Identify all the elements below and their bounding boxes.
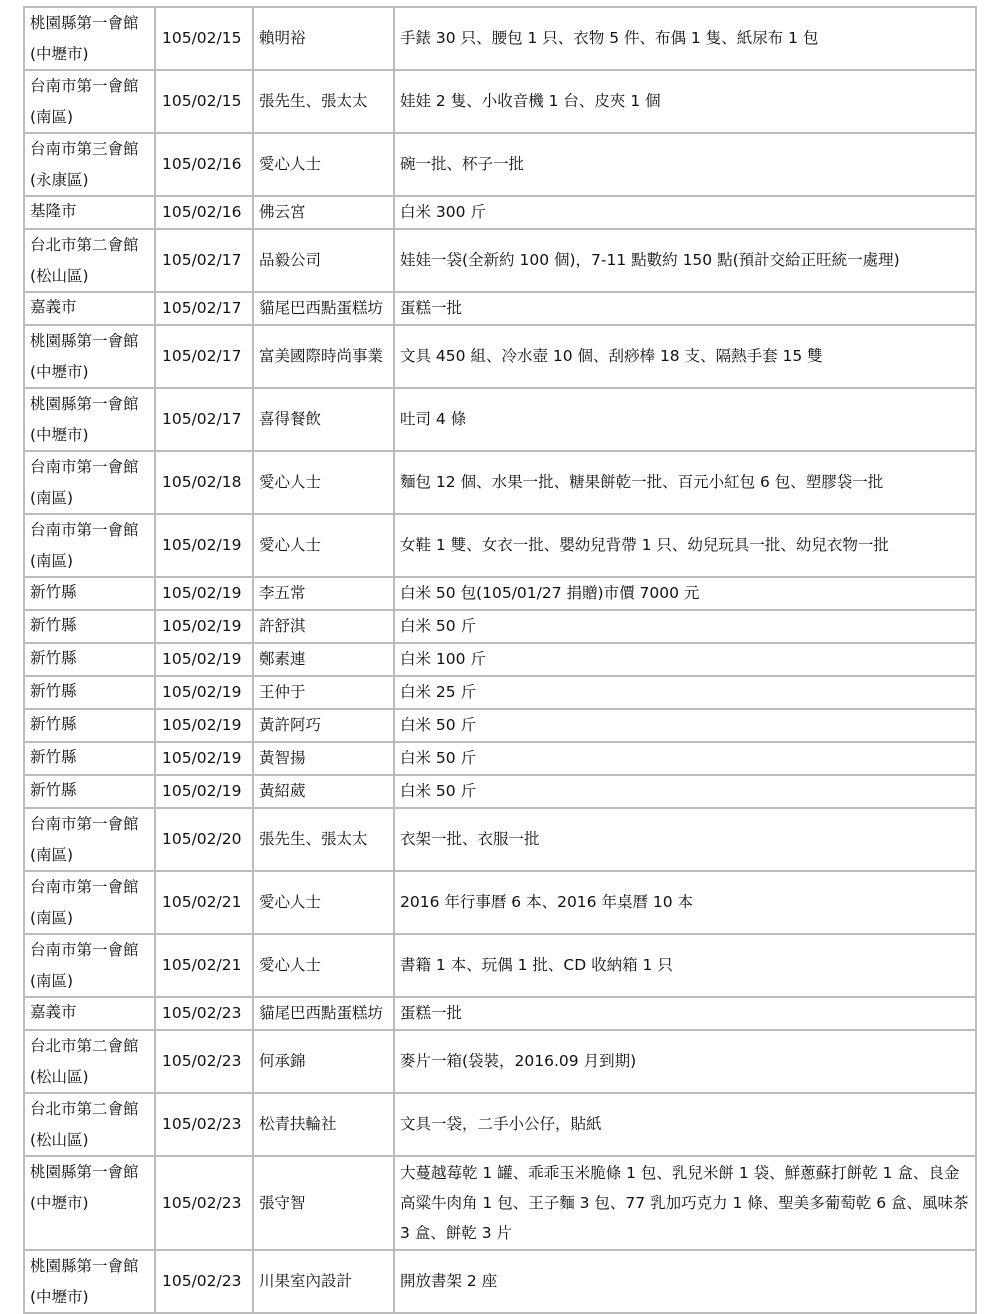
date-cell: 105/02/17 — [155, 325, 253, 388]
donation-record-sheet — [23, 6, 977, 1314]
items-cell: 手錶 30 只、腰包 1 只、衣物 5 件、布偶 1 隻、紙尿布 1 包 — [394, 7, 976, 70]
venue-name: 新竹縣 — [30, 649, 77, 667]
donor-cell: 愛心人士 — [253, 514, 394, 577]
venue-name: 台南市第三會館 — [30, 140, 139, 158]
table-row — [24, 709, 976, 742]
venue-district: (中壢市) — [30, 362, 89, 381]
venue-cell — [24, 1093, 155, 1156]
donor-cell: 黃智揚 — [253, 742, 394, 775]
donor-cell: 張守智 — [253, 1156, 394, 1250]
table-row — [24, 775, 976, 808]
venue-cell — [24, 997, 155, 1030]
venue-name: 新竹縣 — [30, 715, 77, 733]
date-cell: 105/02/20 — [155, 808, 253, 871]
venue-name: 新竹縣 — [30, 682, 77, 700]
venue-cell — [24, 292, 155, 325]
venue-name: 台南市第一會館 — [30, 458, 139, 476]
table-row — [24, 70, 976, 133]
table-row — [24, 934, 976, 997]
table-row — [24, 514, 976, 577]
table-row — [24, 1030, 976, 1093]
donor-cell: 王仲于 — [253, 676, 394, 709]
date-cell: 105/02/17 — [155, 292, 253, 325]
donor-cell: 鄭素連 — [253, 643, 394, 676]
table-row — [24, 292, 976, 325]
date-cell: 105/02/18 — [155, 451, 253, 514]
items-cell: 吐司 4 條 — [394, 388, 976, 451]
table-row — [24, 325, 976, 388]
venue-cell — [24, 577, 155, 610]
donor-cell: 富美國際時尚事業 — [253, 325, 394, 388]
donor-cell: 李五常 — [253, 577, 394, 610]
venue-district: (松山區) — [30, 1130, 89, 1149]
venue-name: 新竹縣 — [30, 616, 77, 634]
items-cell: 開放書架 2 座 — [394, 1250, 976, 1313]
items-cell: 蛋糕一批 — [394, 292, 976, 325]
venue-district: (南區) — [30, 551, 74, 570]
venue-cell — [24, 934, 155, 997]
table-row — [24, 742, 976, 775]
items-cell: 書籍 1 本、玩偶 1 批、CD 收納箱 1 只 — [394, 934, 976, 997]
date-cell: 105/02/23 — [155, 1156, 253, 1250]
donation-table-body — [24, 7, 976, 1313]
venue-cell — [24, 325, 155, 388]
venue-cell — [24, 388, 155, 451]
donor-cell: 何承錦 — [253, 1030, 394, 1093]
venue-name: 嘉義市 — [30, 298, 77, 316]
items-cell: 白米 50 斤 — [394, 775, 976, 808]
items-cell: 文具一袋，二手小公仔，貼紙 — [394, 1093, 976, 1156]
date-cell: 105/02/19 — [155, 709, 253, 742]
table-row — [24, 610, 976, 643]
items-cell: 白米 50 包(105/01/27 捐贈)市價 7000 元 — [394, 577, 976, 610]
venue-name: 台南市第一會館 — [30, 77, 139, 95]
donor-cell: 張先生、張太太 — [253, 808, 394, 871]
table-row — [24, 7, 976, 70]
items-cell: 麵包 12 個、水果一批、糖果餅乾一批、百元小紅包 6 包、塑膠袋一批 — [394, 451, 976, 514]
venue-name: 桃園縣第一會館 — [30, 1163, 139, 1181]
venue-name: 台南市第一會館 — [30, 521, 139, 539]
donor-cell: 貓尾巴西點蛋糕坊 — [253, 997, 394, 1030]
table-row — [24, 229, 976, 292]
venue-name: 桃園縣第一會館 — [30, 14, 139, 32]
date-cell: 105/02/17 — [155, 229, 253, 292]
items-cell: 大蔓越莓乾 1 罐、乖乖玉米脆條 1 包、乳兒米餅 1 袋、鮮蔥蘇打餅乾 1 盒、良金高粱牛肉角 1 包、王子麵 3 包、77 乳加巧克力 1 條、聖美多葡萄乾 6 盒、風味茶 3 盒、餅乾 3 片 — [394, 1156, 976, 1250]
venue-name: 新竹縣 — [30, 781, 77, 799]
donation-table — [23, 6, 977, 1314]
venue-name: 台南市第一會館 — [30, 878, 139, 896]
venue-name: 基隆市 — [30, 202, 77, 220]
venue-cell — [24, 70, 155, 133]
items-cell: 娃娃一袋(全新約 100 個)，7-11 點數約 150 點(預計交給正旺統一處理) — [394, 229, 976, 292]
venue-district: (中壢市) — [30, 1287, 89, 1306]
venue-name: 台南市第一會館 — [30, 941, 139, 959]
venue-district: (松山區) — [30, 266, 89, 285]
venue-cell — [24, 451, 155, 514]
donor-cell: 許舒淇 — [253, 610, 394, 643]
venue-district: (南區) — [30, 845, 74, 864]
date-cell: 105/02/19 — [155, 514, 253, 577]
items-cell: 蛋糕一批 — [394, 997, 976, 1030]
table-row — [24, 1093, 976, 1156]
date-cell: 105/02/23 — [155, 997, 253, 1030]
date-cell: 105/02/21 — [155, 934, 253, 997]
date-cell: 105/02/23 — [155, 1093, 253, 1156]
venue-cell — [24, 133, 155, 196]
date-cell: 105/02/23 — [155, 1030, 253, 1093]
venue-cell — [24, 196, 155, 229]
venue-name: 嘉義市 — [30, 1003, 77, 1021]
table-row — [24, 388, 976, 451]
donor-cell: 貓尾巴西點蛋糕坊 — [253, 292, 394, 325]
items-cell: 白米 50 斤 — [394, 709, 976, 742]
table-row — [24, 871, 976, 934]
venue-name: 台北市第二會館 — [30, 1037, 139, 1055]
items-cell: 衣架一批、衣服一批 — [394, 808, 976, 871]
date-cell: 105/02/19 — [155, 742, 253, 775]
items-cell: 娃娃 2 隻、小收音機 1 台、皮夾 1 個 — [394, 70, 976, 133]
date-cell: 105/02/19 — [155, 775, 253, 808]
items-cell: 2016 年行事曆 6 本、2016 年桌曆 10 本 — [394, 871, 976, 934]
items-cell: 白米 100 斤 — [394, 643, 976, 676]
donor-cell: 喜得餐飲 — [253, 388, 394, 451]
table-row — [24, 577, 976, 610]
donor-cell: 愛心人士 — [253, 133, 394, 196]
table-row — [24, 676, 976, 709]
venue-cell — [24, 514, 155, 577]
venue-cell — [24, 742, 155, 775]
items-cell: 女鞋 1 雙、女衣一批、嬰幼兒背帶 1 只、幼兒玩具一批、幼兒衣物一批 — [394, 514, 976, 577]
venue-cell — [24, 808, 155, 871]
venue-name: 桃園縣第一會館 — [30, 395, 139, 413]
donor-cell: 黃紹葳 — [253, 775, 394, 808]
venue-district: (南區) — [30, 971, 74, 990]
table-row — [24, 643, 976, 676]
items-cell: 文具 450 組、冷水壺 10 個、刮痧棒 18 支、隔熱手套 15 雙 — [394, 325, 976, 388]
date-cell: 105/02/17 — [155, 388, 253, 451]
date-cell: 105/02/16 — [155, 133, 253, 196]
venue-cell — [24, 229, 155, 292]
items-cell: 麥片一箱(袋裝，2016.09 月到期) — [394, 1030, 976, 1093]
venue-cell — [24, 676, 155, 709]
donor-cell: 愛心人士 — [253, 934, 394, 997]
items-cell: 白米 300 斤 — [394, 196, 976, 229]
items-cell: 白米 50 斤 — [394, 610, 976, 643]
venue-name: 新竹縣 — [30, 748, 77, 766]
items-cell: 白米 50 斤 — [394, 742, 976, 775]
venue-district: (永康區) — [30, 170, 89, 189]
venue-cell — [24, 709, 155, 742]
venue-cell — [24, 643, 155, 676]
venue-district: (南區) — [30, 107, 74, 126]
table-row — [24, 997, 976, 1030]
date-cell: 105/02/15 — [155, 7, 253, 70]
date-cell: 105/02/21 — [155, 871, 253, 934]
donor-cell: 松青扶輪社 — [253, 1093, 394, 1156]
table-row — [24, 133, 976, 196]
items-cell: 碗一批、杯子一批 — [394, 133, 976, 196]
venue-district: (南區) — [30, 488, 74, 507]
date-cell: 105/02/15 — [155, 70, 253, 133]
venue-name: 台北市第二會館 — [30, 236, 139, 254]
venue-name: 台南市第一會館 — [30, 815, 139, 833]
donor-cell: 佛云宮 — [253, 196, 394, 229]
table-row — [24, 1156, 976, 1250]
date-cell: 105/02/19 — [155, 676, 253, 709]
table-row — [24, 196, 976, 229]
venue-district: (中壢市) — [30, 44, 89, 63]
venue-name: 桃園縣第一會館 — [30, 332, 139, 350]
venue-district: (南區) — [30, 908, 74, 927]
venue-cell — [24, 1030, 155, 1093]
donor-cell: 愛心人士 — [253, 451, 394, 514]
venue-cell — [24, 775, 155, 808]
table-row — [24, 451, 976, 514]
donor-cell: 愛心人士 — [253, 871, 394, 934]
venue-district: (中壢市) — [30, 425, 89, 444]
venue-cell — [24, 1156, 155, 1250]
table-row — [24, 808, 976, 871]
donor-cell: 川果室內設計 — [253, 1250, 394, 1313]
date-cell: 105/02/23 — [155, 1250, 253, 1313]
venue-cell — [24, 610, 155, 643]
venue-name: 台北市第二會館 — [30, 1100, 139, 1118]
venue-district: (中壢市) — [30, 1193, 89, 1212]
date-cell: 105/02/19 — [155, 610, 253, 643]
items-cell: 白米 25 斤 — [394, 676, 976, 709]
date-cell: 105/02/19 — [155, 577, 253, 610]
date-cell: 105/02/16 — [155, 196, 253, 229]
donor-cell: 張先生、張太太 — [253, 70, 394, 133]
venue-district: (松山區) — [30, 1067, 89, 1086]
date-cell: 105/02/19 — [155, 643, 253, 676]
donor-cell: 黃許阿巧 — [253, 709, 394, 742]
venue-name: 桃園縣第一會館 — [30, 1257, 139, 1275]
venue-cell — [24, 7, 155, 70]
venue-cell — [24, 871, 155, 934]
donor-cell: 品毅公司 — [253, 229, 394, 292]
donor-cell: 賴明裕 — [253, 7, 394, 70]
venue-name: 新竹縣 — [30, 583, 77, 601]
